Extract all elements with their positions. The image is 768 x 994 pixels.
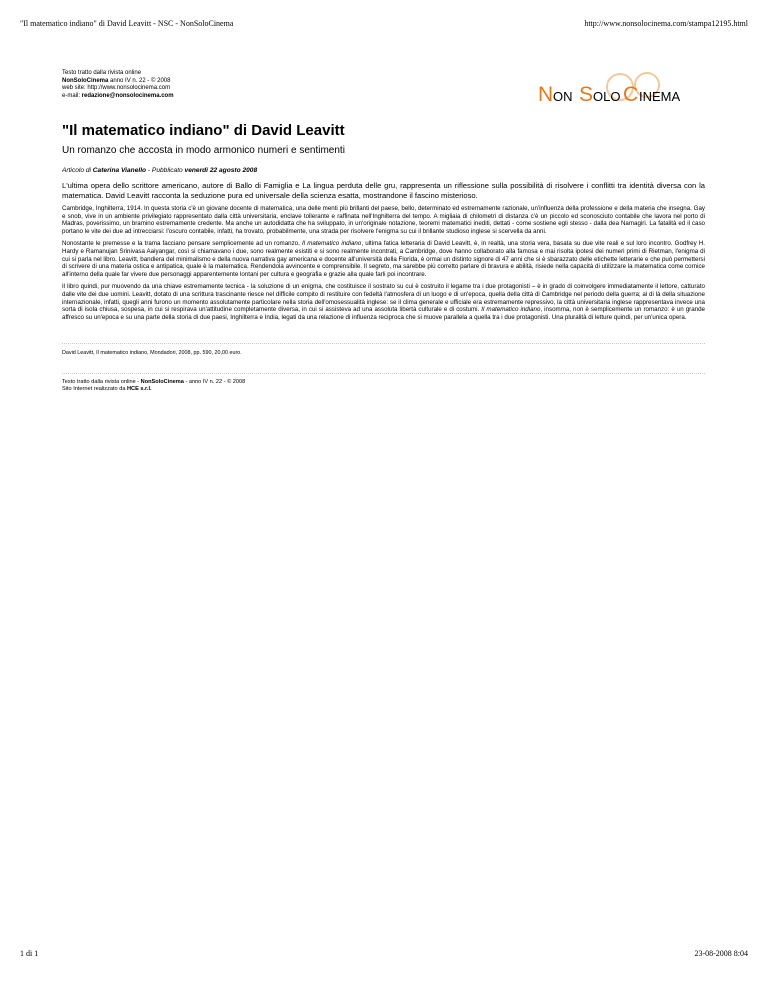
web-prefix: web site: bbox=[62, 85, 88, 92]
divider bbox=[62, 373, 705, 374]
credits-issue: - anno IV n. 22 - © 2008 bbox=[183, 379, 246, 385]
svg-text:OLO: OLO bbox=[593, 89, 621, 104]
svg-text:S: S bbox=[579, 83, 594, 106]
book-title: Il matematico indiano bbox=[302, 240, 362, 248]
credits-prefix: Testo tratto dalla rivista online - bbox=[62, 379, 141, 385]
email-prefix: e-mail: bbox=[62, 92, 82, 99]
byline bbox=[62, 167, 257, 174]
article-content bbox=[62, 70, 706, 392]
paragraph-1: Cambridge, Inghilterra, 1914. In questa storia c'è un giovane docente di matematica, una delle menti più brillanti del paese, bello, determinato ed estremamente razionale, un'influenza della professione e della materia che insegna. Gay e snob, vive in un ambiente privilegiato rappresentato dalla città universitaria, enclave tollerante e raffinata nell'Inghilterra del tempo. A migliaia di chilometri di distanza c'è un piccolo ed sconosciuto contabile che lavora nel porto di Madras, poverissimo, un bramino estremamente credente. Ma anche un autodidatta che ha sviluppato, in un'originale notazione, teoremi matematici inediti, dettati - come sostiene egli stesso - dalla dea Namagiri. La fatalità ed il caso portano le vite dei due ad intrecciarsi: l'oscuro contabile, infatti, ha trovato, probabilmente, una strada per risolvere l'enigma su cui il brillante studioso inglese si scervella da anni. bbox=[62, 205, 705, 235]
book-title: Il matematico indiano bbox=[481, 306, 541, 314]
credits-company: HCE s.r.l. bbox=[127, 386, 152, 392]
website-link[interactable]: http://www.nonsolocinema.com bbox=[87, 85, 171, 92]
p2-part-b: , ultima fatica letteraria di David Leavitt, è, in realtà, una storia vera, basata su due vite reali e sul loro incontro. Godfrey H. Hardy e Ramanujan Srinivasa Aaiyangar, così si chiamavano i due, sono realmente esistiti e si sono realmente incontrati, a Cambridge, dove hanno collaborato alla famosa e mai risolta ipotesi dei numeri primi di Rietman, l'enigma di cui si parla nel libro. Leavitt, bandiera del minimalismo e della nuova narrativa gay americana e docente all'università della Florida, è ormai un distinto signore di 47 anni che si è sbarazzato delle etichette letterarie e che può permettersi di scrivere di una materia ostica e antipatica, quale è la matematica. Rendendola avvincente e comprensibile. Il segreto, ma sarebbe più corretto parlare di bravura e abilità, risiede nella capacità di utilizzare la matematica come cornice all'interno della quale far vivere due personaggi apparentemente lontani per cultura e geografia e grazie alla quale farli poi incontrare. bbox=[62, 240, 706, 278]
publish-date: venerdì 22 agosto 2008 bbox=[184, 167, 258, 174]
print-footer bbox=[20, 949, 748, 961]
credits-line-1 bbox=[62, 379, 245, 386]
page-number: 1 di 1 bbox=[20, 949, 39, 958]
article-lead: L'ultima opera dello scrittore americano, autore di Ballo di Famiglia e La lingua perduta delle gru, rappresenta un riflessione sulla possibilità di risolvere i conflitti tra identità diversa con la matematica. David Leavitt racconta la seduzione pura ed universale della scienza esatta, mostrandone il fascino misterioso. bbox=[62, 181, 705, 200]
print-url: http://www.nonsolocinema.com/stampa12195.html bbox=[584, 19, 748, 28]
svg-text:N: N bbox=[538, 83, 554, 106]
print-datetime: 23-08-2008 8:04 bbox=[694, 949, 748, 958]
print-page-title: "Il matematico indiano" di David Leavitt - NSC - NonSoloCinema bbox=[20, 19, 234, 28]
nonsolocinema-logo bbox=[535, 70, 705, 106]
p2-part-a: Nonostante le premesse e la trama facciano pensare semplicemente ad un romanzo, bbox=[62, 240, 302, 248]
divider bbox=[62, 343, 705, 344]
credits-site-prefix: Sito Internet realizzato da bbox=[62, 386, 127, 392]
credits-line-2 bbox=[62, 386, 245, 393]
svg-text:ON: ON bbox=[553, 89, 573, 104]
byline-mid: - Pubblicato bbox=[146, 167, 185, 174]
author-name: Caterina Vianello bbox=[92, 167, 147, 174]
print-header bbox=[20, 19, 748, 31]
paragraph-3 bbox=[62, 283, 705, 321]
paragraph-2 bbox=[62, 240, 705, 278]
svg-text:C: C bbox=[623, 83, 639, 106]
credits bbox=[62, 379, 245, 393]
article-body bbox=[62, 205, 705, 326]
credits-magazine: NonSoloCinema bbox=[140, 379, 184, 385]
article-title: "Il matematico indiano" di David Leavitt bbox=[62, 122, 345, 139]
article-subtitle: Un romanzo che accosta in modo armonico numeri e sentimenti bbox=[62, 145, 345, 156]
p3-part-b: , insomma, non è semplicemente un romanzo: è un grande affresco su un'epoca e su una parte della storia di due paesi, Inghilterra e India, legati da una relazione di influenza reciproca che si muove parallela a quella tra i due protagonisti. Una pluralità di letture quindi, per un'unica opera. bbox=[62, 306, 706, 321]
issue-text: anno IV n. 22 - © 2008 bbox=[108, 77, 171, 84]
email-link[interactable]: redazione@nonsolocinema.com bbox=[81, 92, 174, 99]
book-note: David Leavitt, Il matematico indiano, Mondadori, 2008, pp. 590, 20,00 euro. bbox=[62, 350, 242, 356]
svg-text:INEMA: INEMA bbox=[639, 89, 681, 104]
p3-part-a: Il libro quindi, pur muovendo da una chiave estremamente tecnica - la soluzione di un enigma, che costituisce il sostrato su cui è costruito il legame tra i due protagonisti – è in grado di coinvolgere immediatamente il lettore, catturato dalle vite dei due uomini. Leavitt, dotato di una scrittura trascinante riesce nel difficile compito di restituire con fedeltà l'atmosfera di un luogo e di un'epoca, quella della città di Cambridge nel periodo della guerra; al di là della situazione internazionale, infatti, quegli anni furono un momento assolutamente particolare nella storia dell'omosessualità inglese: se il clima generale e ufficiale era estremamente repressivo, la città universitaria inglese rappresentava invece una sorta di isola chiusa, sospesa, in cui si respirava un'attitudine completamente diversa, in cui si assisteva ad una assoluta libertà culturale e di costumi. bbox=[62, 283, 705, 314]
byline-prefix: Articolo di bbox=[62, 167, 93, 174]
magazine-name: NonSoloCinema bbox=[62, 77, 109, 84]
source-line: Testo tratto dalla rivista online bbox=[62, 70, 142, 76]
